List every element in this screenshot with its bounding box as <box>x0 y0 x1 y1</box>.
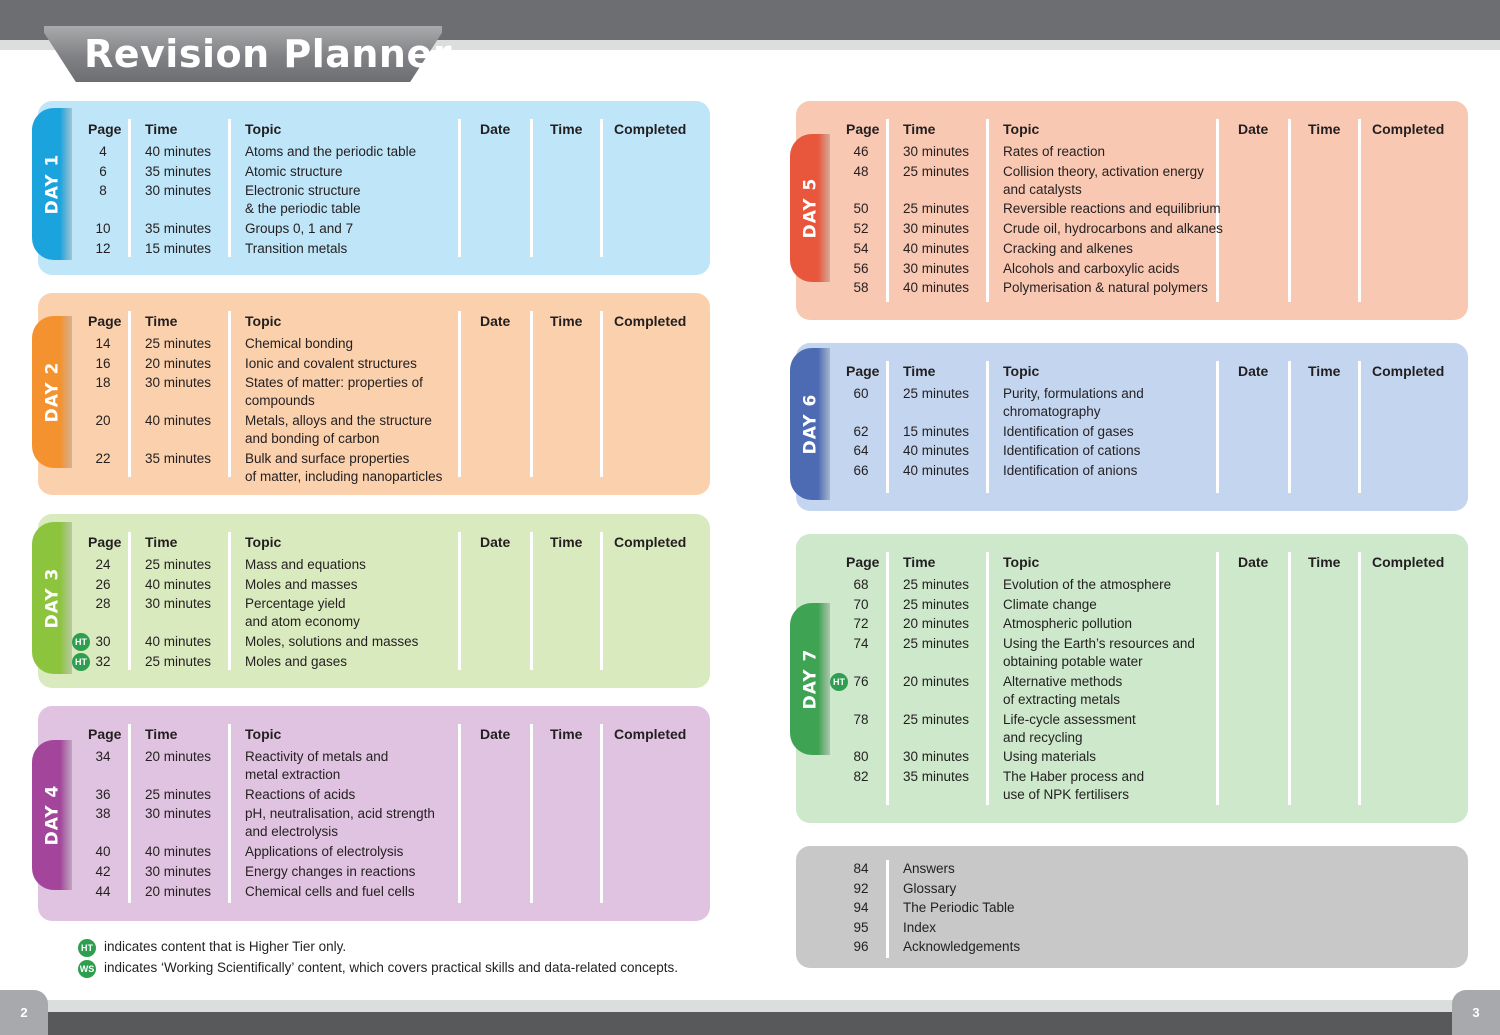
row-topic: States of matter: properties of <box>245 375 423 391</box>
row-time: 15 minutes <box>903 423 970 439</box>
row-time: 35 minutes <box>903 768 970 784</box>
row-page: 52 <box>853 221 869 237</box>
bottom-bar-stripe <box>0 1000 1500 1012</box>
header-date: Date <box>1238 363 1269 379</box>
row-page: 74 <box>853 636 869 652</box>
row-time: 30 minutes <box>145 375 212 391</box>
legend-ht-text: indicates content that is Higher Tier only. <box>104 939 347 954</box>
row-topic: compounds <box>245 393 315 409</box>
extras-label: Glossary <box>903 880 957 896</box>
extras-page: 95 <box>853 919 869 935</box>
row-topic: Bulk and surface properties <box>245 450 410 466</box>
row-time: 35 minutes <box>145 221 212 237</box>
header-page: Page <box>88 121 122 137</box>
row-time: 25 minutes <box>903 577 970 592</box>
day-ribbon-text <box>32 108 72 260</box>
header-topic: Topic <box>1003 363 1040 379</box>
header-completed: Completed <box>614 121 687 137</box>
row-time: 30 minutes <box>903 144 970 159</box>
column-divider <box>986 552 989 805</box>
column-divider <box>128 724 131 903</box>
row-page: 72 <box>853 616 869 632</box>
header-completed: Completed <box>1372 121 1445 137</box>
row-time: 25 minutes <box>145 653 212 669</box>
row-page: 54 <box>853 240 869 256</box>
row-time: 35 minutes <box>145 163 212 179</box>
header-time-2: Time <box>550 726 583 742</box>
header-topic: Topic <box>245 121 282 137</box>
day-ribbon-text <box>32 740 72 890</box>
row-page: 44 <box>95 883 111 899</box>
column-divider <box>600 311 603 477</box>
row-time: 25 minutes <box>145 336 212 351</box>
row-page: 36 <box>95 786 111 802</box>
column-divider <box>458 119 461 257</box>
row-topic: Moles and masses <box>245 576 358 592</box>
row-time: 25 minutes <box>903 163 970 179</box>
row-topic: & the periodic table <box>245 201 361 217</box>
header-page: Page <box>846 363 880 379</box>
header-time: Time <box>145 534 178 550</box>
extras-label: The Periodic Table <box>903 900 1015 916</box>
row-time: 40 minutes <box>145 576 212 592</box>
header-completed: Completed <box>1372 554 1445 570</box>
column-divider <box>1288 361 1291 493</box>
column-divider <box>886 860 889 958</box>
column-divider <box>600 119 603 257</box>
extras-page: 92 <box>853 880 869 896</box>
column-divider <box>228 532 231 670</box>
row-page: 70 <box>853 596 869 612</box>
row-time: 25 minutes <box>145 786 212 802</box>
page-number-left: 2 <box>0 990 48 1035</box>
day-ribbon-text <box>790 348 830 500</box>
header-time: Time <box>145 313 178 329</box>
header-date: Date <box>480 313 511 329</box>
row-topic: Collision theory, activation energy <box>1003 163 1204 179</box>
day-ribbon <box>790 603 830 755</box>
column-divider <box>600 532 603 670</box>
row-page: 30 <box>95 634 111 650</box>
row-topic: Crude oil, hydrocarbons and alkanes <box>1003 221 1223 237</box>
ws-badge-icon: WS <box>78 960 96 978</box>
row-page: 24 <box>95 557 111 572</box>
row-topic: use of NPK fertilisers <box>1003 786 1130 802</box>
column-divider <box>128 532 131 670</box>
row-time: 40 minutes <box>145 413 212 429</box>
header-time-2: Time <box>1308 554 1341 570</box>
header-topic: Topic <box>245 313 282 329</box>
column-divider <box>1358 552 1361 805</box>
header-completed: Completed <box>1372 363 1445 379</box>
day-ribbon-text <box>32 522 72 674</box>
header-date: Date <box>480 726 511 742</box>
row-topic: Electronic structure <box>245 183 361 199</box>
row-topic: and bonding of carbon <box>245 431 380 447</box>
row-page: 64 <box>853 443 869 459</box>
row-time: 20 minutes <box>903 616 970 632</box>
row-time: 25 minutes <box>903 596 970 612</box>
header-date: Date <box>480 534 511 550</box>
column-divider <box>458 532 461 670</box>
row-topic: Moles, solutions and masses <box>245 634 419 650</box>
column-divider <box>1216 361 1219 493</box>
row-time: 20 minutes <box>145 749 212 764</box>
header-completed: Completed <box>614 726 687 742</box>
column-divider <box>1358 119 1361 302</box>
extras-label: Acknowledgements <box>903 939 1021 955</box>
row-topic: and recycling <box>1003 729 1083 745</box>
row-time: 35 minutes <box>145 450 212 466</box>
column-divider <box>1288 119 1291 302</box>
header-topic: Topic <box>1003 554 1040 570</box>
row-topic: Groups 0, 1 and 7 <box>245 221 354 237</box>
row-topic: Polymerisation & natural polymers <box>1003 280 1208 296</box>
column-divider <box>1216 552 1219 805</box>
row-page: 80 <box>853 749 869 765</box>
row-page: 32 <box>95 653 111 669</box>
header-page: Page <box>88 726 122 742</box>
row-topic: Metals, alloys and the structure <box>245 413 432 429</box>
row-topic: Mass and equations <box>245 557 366 572</box>
row-topic: Reversible reactions and equilibrium <box>1003 201 1221 217</box>
row-time: 25 minutes <box>903 636 970 652</box>
row-topic: Reactivity of metals and <box>245 749 389 764</box>
row-page: 82 <box>853 768 869 784</box>
header-time-2: Time <box>1308 121 1341 137</box>
row-topic: Reactions of acids <box>245 786 356 802</box>
header-time: Time <box>145 121 178 137</box>
header-time: Time <box>145 726 178 742</box>
row-page: 18 <box>95 375 111 391</box>
column-divider <box>886 552 889 805</box>
row-page: 68 <box>853 577 869 592</box>
row-page: 14 <box>95 336 111 351</box>
row-time: 30 minutes <box>145 806 212 822</box>
column-divider <box>530 311 533 477</box>
day-label: DAY 2 <box>42 361 63 423</box>
row-time: 30 minutes <box>903 221 970 237</box>
row-topic: obtaining potable water <box>1003 654 1143 670</box>
column-divider <box>228 311 231 477</box>
header-time-2: Time <box>1308 363 1341 379</box>
column-divider <box>530 119 533 257</box>
row-topic: metal extraction <box>245 767 341 782</box>
column-divider <box>458 724 461 903</box>
row-time: 30 minutes <box>145 596 212 612</box>
row-page: 40 <box>95 844 111 860</box>
row-topic: and catalysts <box>1003 181 1082 197</box>
row-page: 28 <box>95 596 111 612</box>
row-topic: Energy changes in reactions <box>245 863 416 879</box>
column-divider <box>228 724 231 903</box>
row-page: 78 <box>853 711 869 727</box>
row-topic: Percentage yield <box>245 596 346 612</box>
row-topic: Using materials <box>1003 749 1097 765</box>
day-ribbon-text <box>790 134 830 282</box>
row-topic: pH, neutralisation, acid strength <box>245 806 435 822</box>
header-time: Time <box>903 363 936 379</box>
row-page: 66 <box>853 463 869 479</box>
day-ribbon-text <box>32 316 72 468</box>
row-time: 25 minutes <box>903 386 970 401</box>
day-panel-3 <box>38 514 710 688</box>
row-topic: Atomic structure <box>245 163 343 179</box>
row-topic: Atmospheric pollution <box>1003 616 1133 632</box>
row-time: 30 minutes <box>903 749 970 765</box>
bottom-bar <box>0 1012 1500 1035</box>
row-time: 25 minutes <box>145 557 212 572</box>
row-topic: Identification of anions <box>1003 463 1138 479</box>
row-topic: Chemical bonding <box>245 336 354 351</box>
row-topic: Alcohols and carboxylic acids <box>1003 260 1180 276</box>
day-label: DAY 5 <box>800 177 821 239</box>
header-date: Date <box>480 121 511 137</box>
day-ribbon <box>790 134 830 282</box>
day-ribbon <box>32 316 72 468</box>
row-page: 10 <box>95 221 111 237</box>
row-time: 30 minutes <box>145 183 212 199</box>
extras-page: 96 <box>853 939 869 955</box>
row-page: 4 <box>99 144 107 159</box>
page-title: Revision Planner <box>84 32 452 76</box>
extras-panel <box>796 846 1468 968</box>
row-time: 30 minutes <box>903 260 970 276</box>
row-page: 38 <box>95 806 111 822</box>
row-time: 15 minutes <box>145 240 212 256</box>
column-divider <box>228 119 231 257</box>
header-time-2: Time <box>550 313 583 329</box>
row-page: 12 <box>95 240 111 256</box>
header-page: Page <box>88 313 122 329</box>
row-time: 40 minutes <box>903 240 970 256</box>
row-topic: Alternative methods <box>1003 673 1123 689</box>
row-page: 42 <box>95 863 111 879</box>
column-divider <box>986 119 989 302</box>
row-time: 25 minutes <box>903 201 970 217</box>
column-divider <box>530 724 533 903</box>
row-time: 20 minutes <box>145 883 212 899</box>
day-ribbon <box>790 348 830 500</box>
header-topic: Topic <box>245 726 282 742</box>
header-topic: Topic <box>1003 121 1040 137</box>
column-divider <box>1358 361 1361 493</box>
column-divider <box>600 724 603 903</box>
day-ribbon <box>32 740 72 890</box>
column-divider <box>530 532 533 670</box>
legend <box>78 938 778 982</box>
row-page: 26 <box>95 576 111 592</box>
row-page: 58 <box>853 280 869 296</box>
header-page: Page <box>88 534 122 550</box>
row-time: 20 minutes <box>145 355 212 371</box>
row-topic: Moles and gases <box>245 653 348 669</box>
column-divider <box>128 119 131 257</box>
row-page: 56 <box>853 260 869 276</box>
row-page: 22 <box>95 450 111 466</box>
row-topic: Climate change <box>1003 596 1097 612</box>
row-time: 40 minutes <box>903 280 970 296</box>
row-topic: The Haber process and <box>1003 768 1145 784</box>
day-panel-1 <box>38 101 710 275</box>
extras-page: 84 <box>853 861 869 876</box>
ht-badge-icon: HT <box>830 673 848 691</box>
legend-ws-text: indicates ‘Working Scientifically’ content, which covers practical skills and data-related concepts. <box>104 960 679 975</box>
extras-label: Index <box>903 919 937 935</box>
row-topic: Life-cycle assessment <box>1003 711 1136 727</box>
extras-label: Answers <box>903 861 955 876</box>
row-time: 40 minutes <box>145 844 212 860</box>
extras-page: 94 <box>853 900 869 916</box>
row-topic: and electrolysis <box>245 824 339 840</box>
day-ribbon <box>32 522 72 674</box>
row-page: 48 <box>853 163 869 179</box>
day-label: DAY 3 <box>42 567 63 629</box>
header-time: Time <box>903 554 936 570</box>
row-topic: Evolution of the atmosphere <box>1003 577 1172 592</box>
row-time: 40 minutes <box>145 144 212 159</box>
header-completed: Completed <box>614 534 687 550</box>
header-date: Date <box>1238 121 1269 137</box>
row-time: 40 minutes <box>903 443 970 459</box>
day-ribbon <box>32 108 72 260</box>
ht-badge-icon: HT <box>72 653 90 671</box>
row-page: 62 <box>853 423 869 439</box>
ht-badge-icon: HT <box>78 939 96 957</box>
row-page: 46 <box>853 144 869 159</box>
day-label: DAY 1 <box>42 153 63 215</box>
row-page: 34 <box>95 749 111 764</box>
row-time: 20 minutes <box>903 673 970 689</box>
row-page: 6 <box>99 163 107 179</box>
row-topic: Identification of gases <box>1003 423 1134 439</box>
header-page: Page <box>846 121 880 137</box>
page-number-right: 3 <box>1452 990 1500 1035</box>
header-page: Page <box>846 554 880 570</box>
row-topic: Identification of cations <box>1003 443 1141 459</box>
day-ribbon-text <box>790 603 830 755</box>
row-topic: Chemical cells and fuel cells <box>245 883 415 899</box>
day-label: DAY 4 <box>42 784 63 846</box>
row-topic: Using the Earth’s resources and <box>1003 636 1195 652</box>
day-label: DAY 6 <box>800 393 821 455</box>
header-time-2: Time <box>550 121 583 137</box>
row-topic: Applications of electrolysis <box>245 844 404 860</box>
row-topic: Rates of reaction <box>1003 144 1106 159</box>
row-topic: and atom economy <box>245 614 360 630</box>
row-topic: of matter, including nanoparticles <box>245 468 443 484</box>
row-time: 25 minutes <box>903 711 970 727</box>
column-divider <box>886 119 889 302</box>
row-topic: Cracking and alkenes <box>1003 240 1133 256</box>
row-page: 76 <box>853 673 869 689</box>
row-topic: chromatography <box>1003 404 1101 419</box>
row-time: 30 minutes <box>145 863 212 879</box>
row-time: 40 minutes <box>145 634 212 650</box>
row-page: 16 <box>95 355 111 371</box>
header-completed: Completed <box>614 313 687 329</box>
header-time: Time <box>903 121 936 137</box>
column-divider <box>1288 552 1291 805</box>
row-topic: Atoms and the periodic table <box>245 144 417 159</box>
row-topic: Transition metals <box>245 240 348 256</box>
row-page: 50 <box>853 201 869 217</box>
header-topic: Topic <box>245 534 282 550</box>
column-divider <box>128 311 131 477</box>
column-divider <box>458 311 461 477</box>
day-label: DAY 7 <box>800 648 821 710</box>
header-time-2: Time <box>550 534 583 550</box>
row-page: 60 <box>853 386 869 401</box>
row-time: 40 minutes <box>903 463 970 479</box>
ht-badge-icon: HT <box>72 633 90 651</box>
row-page: 20 <box>95 413 111 429</box>
row-page: 8 <box>99 183 107 199</box>
row-topic: Purity, formulations and <box>1003 386 1144 401</box>
column-divider <box>986 361 989 493</box>
row-topic: of extracting metals <box>1003 691 1121 707</box>
column-divider <box>886 361 889 493</box>
header-date: Date <box>1238 554 1269 570</box>
row-topic: Ionic and covalent structures <box>245 355 417 371</box>
